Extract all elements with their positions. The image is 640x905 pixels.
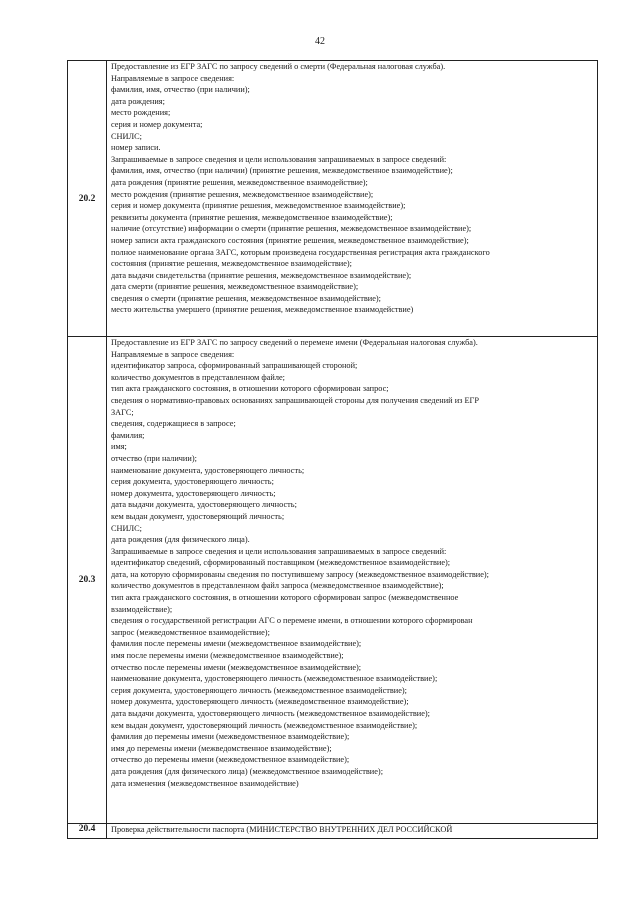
text-line: серия и номер документа (принятие решения, межведомственное взаимодействие); [111,201,406,211]
text-line: дата рождения; [111,96,165,106]
text-line: Направляемые в запросе сведения: [111,73,235,83]
text-line: место жительства умершего (принятие решения, межведомственное взаимодействие) [111,305,414,315]
text-line: дата выдачи свидетельства (принятие решения, межведомственное взаимодействие); [111,270,412,280]
text-line: номер документа, удостоверяющего личность (межведомственное взаимодействие); [111,697,409,707]
text-line: номер документа, удостоверяющего личность; [111,488,276,498]
row-content [107,824,598,839]
text-line: идентификатор сведений, сформированный поставщиком (межведомственное взаимодействие); [111,558,451,568]
text-line: Предоставление из ЕГР ЗАГС по запросу сведений о перемене имени (Федеральная налоговая служба). [111,338,478,347]
text-line: фамилия до перемены имени (межведомственное взаимодействие); [111,732,350,742]
text-line: наименование документа, удостоверяющего личность (межведомственное взаимодействие); [111,674,438,684]
text-line: тип акта гражданского состояния, в отношении которого сформирован запрос (межведомственное [111,593,459,603]
text-line: серия и номер документа; [111,119,203,129]
text-line: наличие (отсутствие) информации о смерти (принятие решения, межведомственное взаимодействие); [111,224,472,234]
text-line: состояния (принятие решения, межведомственное взаимодействие); [111,259,352,269]
text-line: отчество до перемены имени (межведомственное взаимодействие); [111,755,350,765]
text-line: Проверка действительности паспорта (МИНИСТЕРСТВО ВНУТРЕННИХ ДЕЛ РОССИЙСКОЙ [111,825,453,834]
text-line: дата смерти (принятие решения, межведомственное взаимодействие); [111,282,359,292]
text-line: количество документов в представленном файле; [111,372,285,382]
text-line: номер записи акта гражданского состояния (принятие решения, межведомственное взаимодействие); [111,235,469,245]
text-line: кем выдан документ, удостоверяющий личность; [111,511,285,521]
table-row [68,337,598,824]
table-row [68,824,598,839]
text-line: дата изменения (межведомственное взаимодействие) [111,778,299,788]
text-line: имя; [111,442,127,452]
text-line: Предоставление из ЕГР ЗАГС по запросу сведений о смерти (Федеральная налоговая служба). [111,62,446,71]
page-number: 42 [315,36,325,47]
text-line: наименование документа, удостоверяющего личность; [111,465,305,475]
text-line: дата выдачи документа, удостоверяющего личность; [111,500,297,510]
row-number: 20.4 [68,824,107,839]
text-line: серия документа, удостоверяющего личность; [111,477,274,487]
text-line: фамилия; [111,430,145,440]
services-table [67,60,598,839]
text-line: имя после перемены имени (межведомственное взаимодействие); [111,651,344,661]
text-line: серия документа, удостоверяющего личность (межведомственное взаимодействие); [111,685,407,695]
text-line: полное наименование органа ЗАГС, которым произведена государственная регистрация акта гражданского [111,247,490,257]
text-line: ЗАГС; [111,407,134,417]
text-line: взаимодействие); [111,604,173,614]
row-number: 20.3 [68,337,107,824]
text-line: сведения о смерти (принятие решения, межведомственное взаимодействие); [111,293,381,303]
text-line: запрос (межведомственное взаимодействие); [111,627,270,637]
text-line: место рождения (принятие решения, межведомственное взаимодействие); [111,189,374,199]
text-line: место рождения; [111,108,171,118]
text-line: дата, на которую сформированы сведения по поступившему запросу (межведомственное взаимодействие); [111,569,489,579]
text-line: СНИЛС; [111,523,142,533]
text-line: номер записи. [111,143,161,153]
text-line: сведения о государственной регистрации АГС о перемене имени, в отношении которого сформирован [111,616,473,626]
text-line: реквизиты документа (принятие решения, межведомственное взаимодействие); [111,212,393,222]
text-line: фамилия после перемены имени (межведомственное взаимодействие); [111,639,362,649]
text-line: СНИЛС; [111,131,142,141]
text-line: Направляемые в запросе сведения: [111,349,235,359]
text-line: фамилия, имя, отчество (при наличии); [111,85,250,95]
text-line: отчество после перемены имени (межведомственное взаимодействие); [111,662,362,672]
text-line: сведения, содержащиеся в запросе; [111,419,236,429]
row-number: 20.2 [68,61,107,337]
text-line: дата рождения (для физического лица) (межведомственное взаимодействие); [111,766,383,776]
text-line: Запрашиваемые в запросе сведения и цели использования запрашиваемых в запросе сведений: [111,546,447,556]
text-line: кем выдан документ, удостоверяющий личность (межведомственное взаимодействие); [111,720,418,730]
table-row [68,61,598,337]
row-content [107,61,598,337]
text-line: Запрашиваемые в запросе сведения и цели использования запрашиваемых в запросе сведений: [111,154,447,164]
text-line: тип акта гражданского состояния, в отношении которого сформирован запрос; [111,384,389,394]
text-line: имя до перемены имени (межведомственное взаимодействие); [111,743,332,753]
text-line: дата выдачи документа, удостоверяющего личность (межведомственное взаимодействие); [111,709,430,718]
text-line: фамилия, имя, отчество (при наличии) (принятие решения, межведомственное взаимодействие); [111,166,453,176]
text-line: сведения о нормативно-правовых основаниях запрашивающей стороны для получения сведений из ЕГР [111,395,479,405]
text-line: отчество (при наличии); [111,453,197,463]
text-line: дата рождения (для физического лица). [111,535,250,545]
row-content [107,337,598,824]
text-line: количество документов в представленном файл запроса (межведомственное взаимодействие); [111,581,444,591]
text-line: идентификатор запроса, сформированный запрашивающей стороной; [111,361,358,371]
text-line: дата рождения (принятие решения, межведомственное взаимодействие); [111,177,368,187]
